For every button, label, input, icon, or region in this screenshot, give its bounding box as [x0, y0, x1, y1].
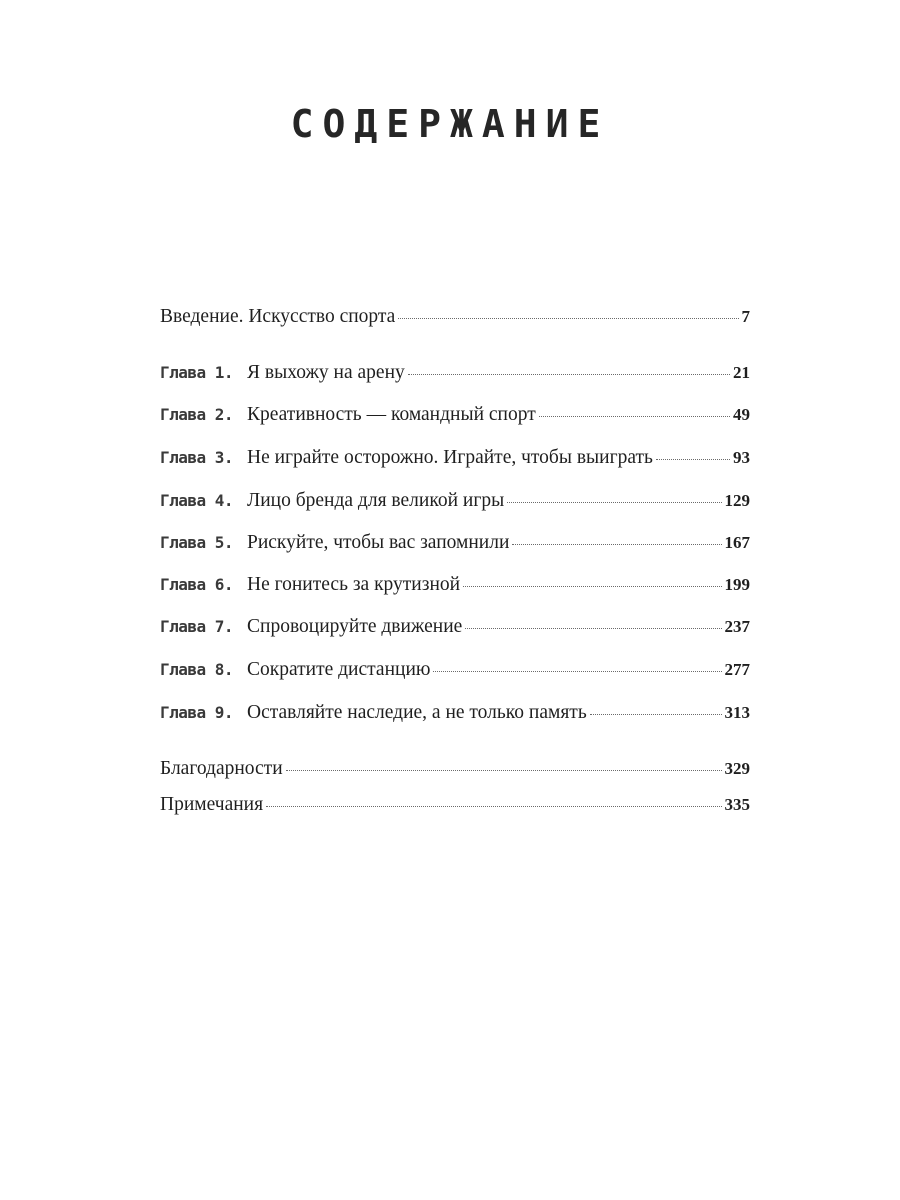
- chapter-label: Глава 2.: [160, 405, 234, 424]
- chapter-label: Глава 7.: [160, 617, 234, 636]
- dot-leader: [656, 459, 730, 460]
- page-number: 167: [724, 533, 750, 552]
- toc-entry-intro[interactable]: [160, 306, 750, 338]
- dot-leader: [465, 628, 721, 629]
- entry-title: Не играйте осторожно. Играйте, чтобы выиграть: [247, 447, 653, 468]
- page-number: 277: [724, 660, 750, 679]
- toc-entry-notes[interactable]: [160, 794, 750, 826]
- chapter-label: Глава 6.: [160, 575, 234, 594]
- dot-leader: [266, 806, 721, 807]
- toc-entry-chapter-9[interactable]: [160, 702, 750, 734]
- page-number: 21: [733, 363, 750, 382]
- toc-entry-chapter-4[interactable]: [160, 490, 750, 522]
- page-number: 335: [724, 795, 750, 814]
- entry-title: Спровоцируйте движение: [247, 616, 463, 637]
- page-number: 237: [724, 617, 750, 636]
- toc-entry-chapter-2[interactable]: [160, 404, 750, 436]
- chapter-label: Глава 8.: [160, 660, 234, 679]
- entry-title: Лицо бренда для великой игры: [247, 490, 505, 511]
- dot-leader: [463, 586, 721, 587]
- toc-entry-chapter-8[interactable]: [160, 659, 750, 691]
- dot-leader: [398, 318, 738, 319]
- chapter-label: Глава 4.: [160, 491, 234, 510]
- page-number: 129: [724, 491, 750, 510]
- dot-leader: [512, 544, 721, 545]
- toc-entry-chapter-5[interactable]: [160, 532, 750, 564]
- page-number: 93: [733, 448, 750, 467]
- page-title: СОДЕРЖАНИЕ: [290, 102, 610, 146]
- toc-entry-chapter-6[interactable]: [160, 574, 750, 606]
- toc-entry-chapter-7[interactable]: [160, 616, 750, 648]
- dot-leader: [408, 374, 730, 375]
- toc-entry-chapter-1[interactable]: [160, 362, 750, 394]
- chapter-label: Глава 9.: [160, 703, 234, 722]
- dot-leader: [539, 416, 730, 417]
- page-number: 49: [733, 405, 750, 424]
- dot-leader: [507, 502, 721, 503]
- entry-title: Не гонитесь за крутизной: [247, 574, 461, 595]
- entry-title: Я выхожу на арену: [247, 362, 405, 383]
- chapter-label: Глава 1.: [160, 363, 234, 382]
- entry-title: Оставляйте наследие, а не только память: [247, 702, 587, 723]
- dot-leader: [590, 714, 722, 715]
- dot-leader: [286, 770, 722, 771]
- entry-title: Сократите дистанцию: [247, 659, 431, 680]
- entry-title: Благодарности: [160, 758, 283, 779]
- chapter-label: Глава 5.: [160, 533, 234, 552]
- entry-title: Рискуйте, чтобы вас запомнили: [247, 532, 510, 553]
- page-number: 329: [724, 759, 750, 778]
- page-number: 7: [741, 307, 750, 326]
- toc-entry-chapter-3[interactable]: [160, 447, 750, 479]
- entry-title: Введение. Искусство спорта: [160, 306, 396, 327]
- entry-title: Примечания: [160, 794, 264, 815]
- page-number: 313: [724, 703, 750, 722]
- entry-title: Креативность — командный спорт: [247, 404, 536, 425]
- chapter-label: Глава 3.: [160, 448, 234, 467]
- page-number: 199: [724, 575, 750, 594]
- toc-entry-acknowledgements[interactable]: [160, 758, 750, 790]
- dot-leader: [433, 671, 721, 672]
